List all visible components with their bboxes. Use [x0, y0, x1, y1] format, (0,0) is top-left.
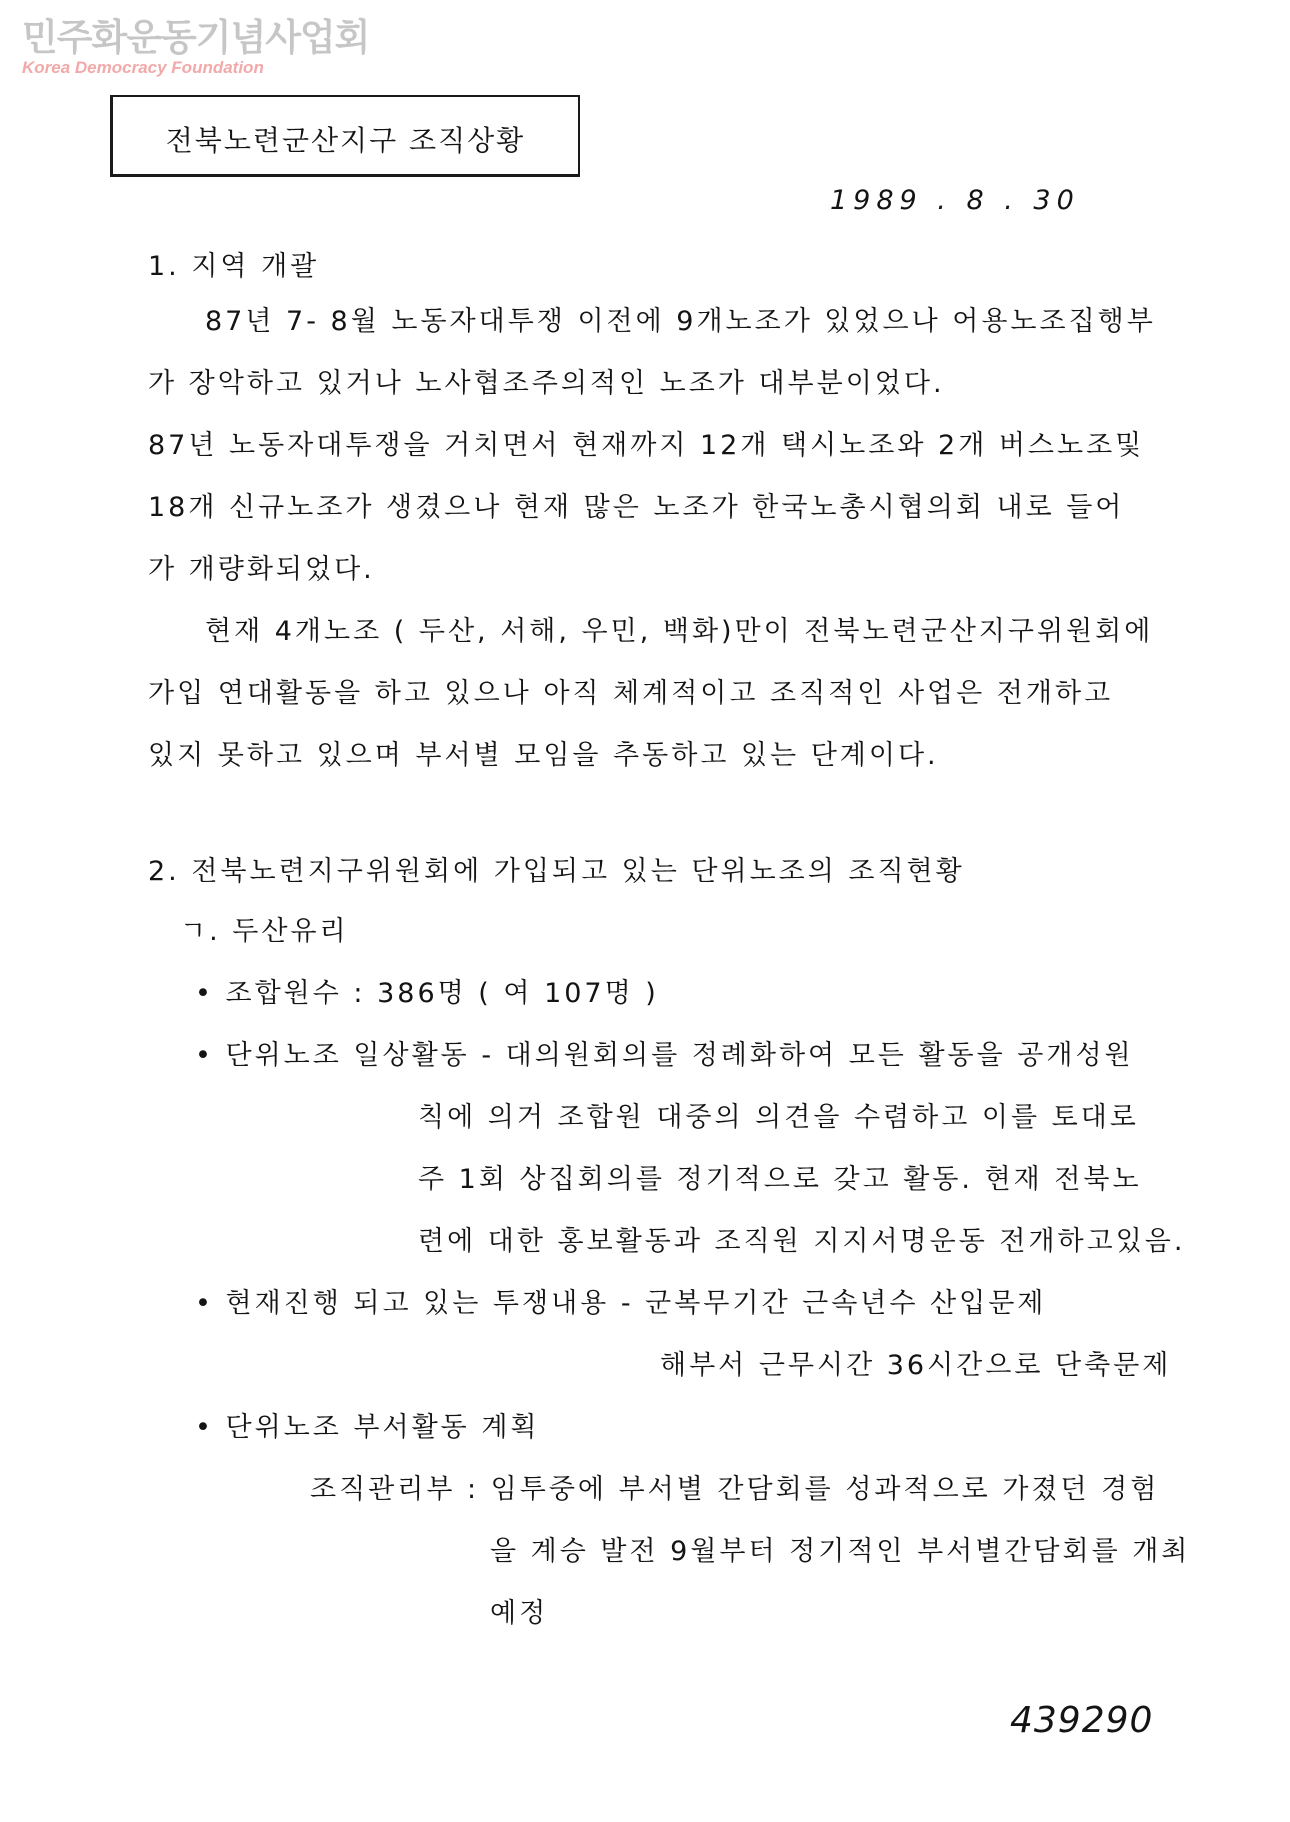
dept-plan-line: 조직관리부 : 임투중에 부서별 간담회를 성과적으로 가졌던 경험 — [310, 1474, 1160, 1505]
section1-heading: 1. 지역 개괄 — [148, 251, 320, 282]
section1-line: 가 장악하고 있거나 노사협조주의적인 노조가 대부분이었다. — [148, 368, 945, 399]
document-title: 전북노련군산지구 조직상황 — [165, 124, 526, 157]
section1-line: 가 개량화되었다. — [148, 554, 375, 585]
watermark-korean: 민주화운동기념사업회 — [22, 16, 370, 59]
section1-line: 있지 못하고 있으며 부서별 모임을 추동하고 있는 단계이다. — [148, 740, 939, 771]
dept-plan-heading: • 단위노조 부서활동 계획 — [195, 1412, 540, 1443]
section1-line: 가입 연대활동을 하고 있으나 아직 체계적이고 조직적인 사업은 전개하고 — [148, 678, 1114, 709]
dept-plan-line: 예정 — [490, 1598, 549, 1629]
dept-plan-line: 을 계승 발전 9월부터 정기적인 부서별간담회를 개최 — [490, 1536, 1191, 1567]
section1-line: 현재 4개노조 ( 두산, 서해, 우민, 백화)만이 전북노련군산지구위원회에 — [205, 616, 1154, 647]
title-box — [110, 95, 580, 177]
struggle-line: • 현재진행 되고 있는 투쟁내용 - 군복무기간 근속년수 산입문제 — [195, 1288, 1047, 1319]
daily-activity-line: • 단위노조 일상활동 - 대의원회의를 정례화하여 모든 활동을 공개성원 — [195, 1040, 1134, 1071]
document-number: 439290 — [1010, 1700, 1154, 1741]
daily-activity-line: 칙에 의거 조합원 대중의 의견을 수렴하고 이를 토대로 — [418, 1102, 1139, 1133]
section1-line: 87년 7- 8월 노동자대투쟁 이전에 9개노조가 있었으나 어용노조집행부 — [205, 306, 1156, 337]
section1-line: 87년 노동자대투쟁을 거치면서 현재까지 12개 택시노조와 2개 버스노조및 — [148, 430, 1145, 461]
daily-activity-line: 주 1회 상집회의를 정기적으로 갖고 활동. 현재 전북노 — [418, 1164, 1142, 1195]
daily-activity-line: 련에 대한 홍보활동과 조직원 지지서명운동 전개하고있음. — [418, 1226, 1186, 1257]
section2-heading: 2. 전북노련지구위원회에 가입되고 있는 단위노조의 조직현황 — [148, 856, 965, 887]
struggle-line: 해부서 근무시간 36시간으로 단축문제 — [660, 1350, 1172, 1381]
section1-line: 18개 신규노조가 생겼으나 현재 많은 노조가 한국노총시협의회 내로 들어 — [148, 492, 1125, 523]
watermark-logo — [22, 18, 369, 78]
members-count: • 조합원수 : 386명 ( 여 107명 ) — [195, 978, 659, 1009]
section2-subheading: ㄱ. 두산유리 — [180, 916, 349, 947]
watermark-english: Korea Democracy Foundation — [22, 58, 264, 77]
document-date: 1989 . 8 . 30 — [830, 185, 1080, 216]
